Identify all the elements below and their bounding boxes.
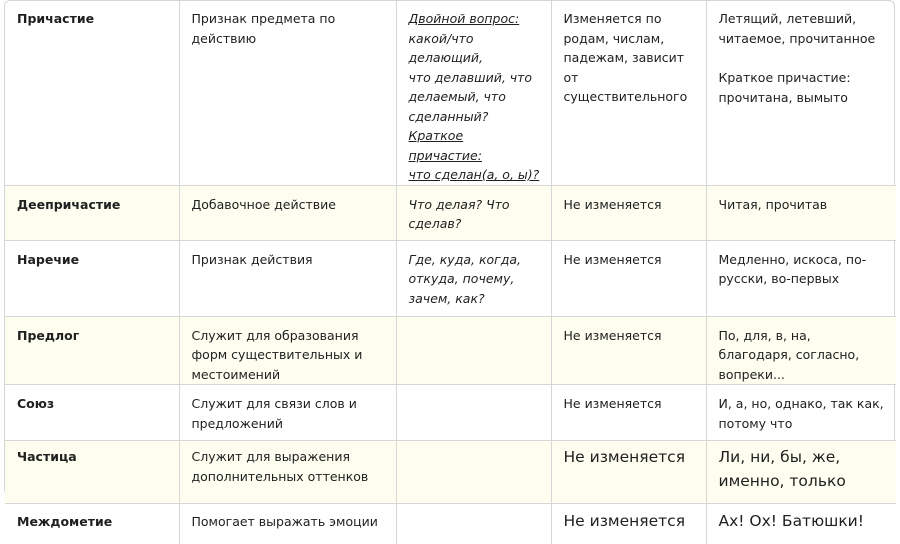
part-questions	[396, 1, 551, 185]
examples-extra-text: Краткое причастие: прочитана, вымыто	[718, 70, 851, 105]
part-questions	[396, 316, 551, 385]
part-questions	[396, 441, 551, 504]
parts-of-speech-table-wrapper	[4, 0, 895, 530]
part-meaning: Помогает выражать эмоции	[179, 504, 396, 544]
question-line: Краткое причастие:	[408, 128, 482, 163]
part-changes: Не изменяется	[551, 240, 706, 316]
part-meaning: Служит для связи слов и предложений	[179, 385, 396, 441]
question-line: делаемый, что	[408, 89, 506, 104]
part-questions	[396, 504, 551, 544]
table-row	[5, 316, 896, 385]
part-name: Предлог	[5, 316, 179, 385]
part-examples: Читая, прочитав	[706, 185, 896, 240]
part-changes: Не изменяется	[551, 504, 706, 544]
part-examples	[706, 1, 896, 185]
part-questions	[396, 385, 551, 441]
part-changes: Не изменяется	[551, 385, 706, 441]
parts-of-speech-table	[5, 1, 896, 544]
part-meaning: Служит для выражения дополнительных оттенков	[179, 441, 396, 504]
part-questions	[396, 240, 551, 316]
question-line: сделанный?	[408, 108, 489, 124]
part-meaning: Добавочное действие	[179, 185, 396, 240]
question-line: что делавший, что	[408, 69, 533, 85]
part-name: Междометие	[5, 504, 179, 544]
part-meaning: Признак действия	[179, 240, 396, 316]
part-meaning: Служит для образования форм существительных и местоимений	[179, 316, 396, 385]
table-row	[5, 441, 896, 504]
part-name: Союз	[5, 385, 179, 441]
part-examples: По, для, в, на, благодаря, согласно, вопреки...	[706, 316, 896, 385]
question-line: Двойной вопрос:	[408, 11, 520, 26]
part-meaning: Признак предмета по действию	[179, 1, 396, 185]
part-changes: Не изменяется	[551, 185, 706, 240]
part-name: Частица	[5, 441, 179, 504]
part-name: Деепричастие	[5, 185, 179, 240]
question-line: что сделан(а, о, ы)?	[408, 167, 540, 182]
examples-text: Летящий, летевший, читаемое, прочитанное	[718, 11, 876, 46]
table-row	[5, 185, 896, 240]
table-row	[5, 504, 896, 544]
part-examples: Медленно, искоса, по-русски, во-первых	[706, 240, 896, 316]
part-name: Наречие	[5, 240, 179, 316]
part-examples: И, а, но, однако, так как, потому что	[706, 385, 896, 441]
part-name: Причастие	[5, 1, 179, 185]
question-line: какой/что делающий,	[408, 30, 483, 65]
table-row	[5, 240, 896, 316]
part-examples: Ли, ни, бы, же, именно, только	[706, 441, 896, 504]
questions-text: Где, куда, когда, откуда, почему, зачем, как?	[408, 251, 521, 306]
part-changes: Изменяется по родам, числам, падежам, зависит от существительного	[551, 1, 706, 185]
table-row	[5, 385, 896, 441]
questions-text: Что делая? Что сделав?	[408, 196, 510, 231]
table-row	[5, 1, 896, 185]
part-changes: Не изменяется	[551, 441, 706, 504]
part-questions	[396, 185, 551, 240]
part-examples: Ах! Ох! Батюшки!	[718, 512, 864, 530]
part-changes: Не изменяется	[551, 316, 706, 385]
